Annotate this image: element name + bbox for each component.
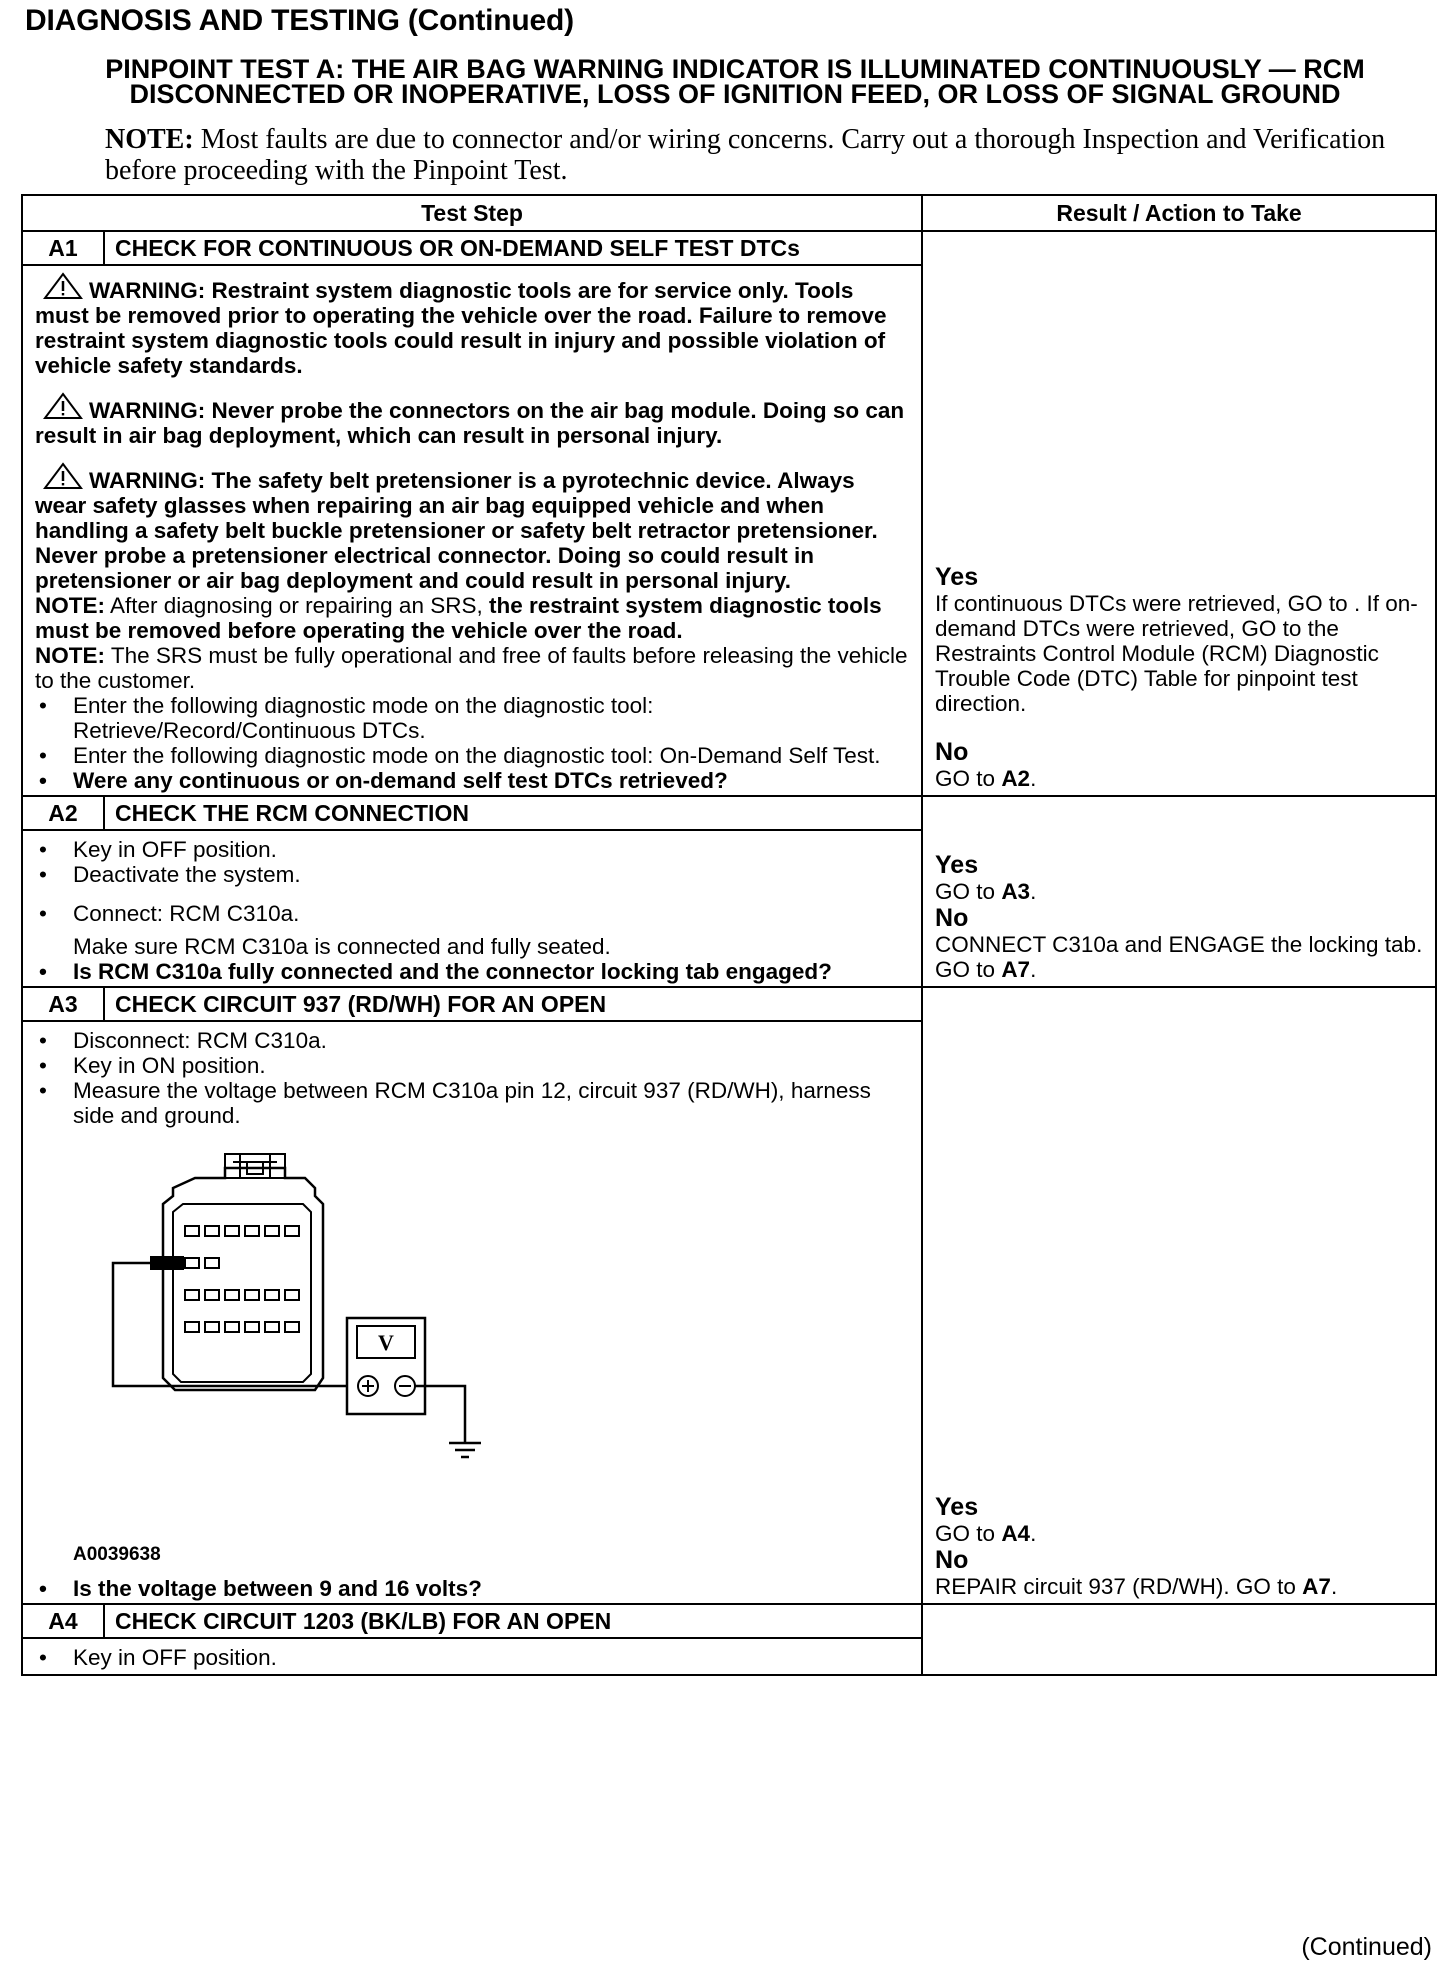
list-item: • Connect: RCM C310a. — [35, 901, 911, 926]
pinpoint-test-table — [21, 194, 1437, 1676]
list-item: • Enter the following diagnostic mode on the diagnostic tool: On-Demand Self Test. — [35, 743, 911, 768]
a1-note-1: NOTE: After diagnosing or repairing an SRS, the restraint system diagnostic tools must be removed before operating the vehicle over the road. — [35, 593, 882, 643]
connector-voltage-diagram — [35, 1148, 595, 1568]
a2-question-list — [35, 959, 911, 984]
connector-housing-inner — [173, 1204, 311, 1382]
top-note-label: NOTE: — [105, 124, 194, 155]
step-a4-title: CHECK CIRCUIT 1203 (BK/LB) FOR AN OPEN — [104, 1604, 922, 1638]
a2-instructions — [35, 837, 911, 926]
step-a2-id: A2 — [22, 796, 104, 830]
a2-yes-action: GO to A3. — [935, 879, 1037, 904]
connector-diagram-svg — [35, 1148, 595, 1568]
warning-triangle-icon — [43, 462, 83, 490]
voltmeter-symbol: V — [378, 1330, 394, 1355]
list-item: • Key in OFF position. — [35, 1645, 911, 1670]
top-note-text: Most faults are due to connector and/or wiring concerns. Carry out a thorough Inspection and Verification before proceeding with the Pinpoint Test. — [105, 124, 1386, 186]
col-header-test-step: Test Step — [22, 195, 922, 231]
col-header-result: Result / Action to Take — [922, 195, 1436, 231]
step-a2-title: CHECK THE RCM CONNECTION — [104, 796, 922, 830]
step-a2-body — [22, 830, 922, 987]
a1-yes-label: Yes — [935, 563, 979, 591]
step-a1-header-row — [22, 231, 1436, 265]
list-item: • Measure the voltage between RCM C310a pin 12, circuit 937 (RD/WH), harness side and ground. — [35, 1078, 911, 1128]
table-header-row — [22, 195, 1436, 231]
step-a3-title: CHECK CIRCUIT 937 (RD/WH) FOR AN OPEN — [104, 987, 922, 1021]
a1-instructions — [35, 693, 911, 793]
a1-yes-action: If continuous DTCs were retrieved, GO to . If on-demand DTCs were retrieved, GO to the Restraints Control Module (RCM) Diagnostic Trouble Code (DTC) Table for pinpoint test direction. — [935, 591, 1418, 716]
a3-no-action: REPAIR circuit 937 (RD/WH). GO to A7. — [935, 1574, 1338, 1599]
step-a4-header-row — [22, 1604, 1436, 1638]
top-note — [105, 124, 1405, 186]
a1-no-label: No — [935, 738, 969, 766]
step-a4-result — [922, 1604, 1436, 1675]
step-a1-title: CHECK FOR CONTINUOUS OR ON-DEMAND SELF TEST DTCs — [104, 231, 922, 265]
warning-1: WARNING: Restraint system diagnostic tools are for service only. Tools must be removed prior to operating the vehicle over the road. Failure to remove restraint system diagnostic tools could result in injury and possible violation of vehicle safety standards. — [35, 272, 911, 378]
a1-note-2: NOTE: The SRS must be fully operational and free of faults before releasing the vehicle to the customer. — [35, 643, 908, 693]
step-a3-header-row — [22, 987, 1436, 1021]
a3-instructions — [35, 1028, 911, 1128]
step-a3-id: A3 — [22, 987, 104, 1021]
a3-question-list — [35, 1576, 911, 1601]
a2-no-label: No — [935, 904, 969, 932]
list-item: • Key in OFF position. — [35, 837, 911, 862]
a2-check-text: Make sure RCM C310a is connected and fully seated. — [73, 934, 611, 959]
probe-tip — [150, 1256, 184, 1270]
step-a1-result — [922, 231, 1436, 796]
page-header: DIAGNOSIS AND TESTING (Continued) — [25, 4, 574, 37]
continued-label: (Continued) — [1301, 1933, 1432, 1961]
step-a4-body — [22, 1638, 922, 1675]
warning-2: WARNING: Never probe the connectors on the air bag module. Doing so can result in air bag deployment, which can result in personal injury. — [35, 392, 911, 448]
step-a3-result — [922, 987, 1436, 1604]
a4-instructions — [35, 1645, 911, 1670]
a1-no-action: GO to A2. — [935, 766, 1037, 791]
a2-no-action: CONNECT C310a and ENGAGE the locking tab. GO to A7. — [935, 932, 1423, 982]
a2-question: • Is RCM C310a fully connected and the connector locking tab engaged? — [35, 959, 911, 984]
pinpoint-title-line-1: PINPOINT TEST A: THE AIR BAG WARNING INDICATOR IS ILLUMINATED CONTINUOUSLY — RCM — [105, 54, 1365, 84]
ground-symbol-icon — [449, 1443, 481, 1457]
list-item: • Enter the following diagnostic mode on the diagnostic tool: Retrieve/Record/Continuous DTCs. — [35, 693, 911, 743]
warning-3: WARNING: The safety belt pretensioner is a pyrotechnic device. Always wear safety glasses when repairing an air bag equipped vehicle and when handling a safety belt buckle pretensioner or safety belt retractor pretensioner. Never probe a pretensioner electrical connector. Doing so could result in pretensioner or air bag deployment and could result in personal injury. — [35, 462, 911, 593]
list-item: • Disconnect: RCM C310a. — [35, 1028, 911, 1053]
pinpoint-title-line-2: DISCONNECTED OR INOPERATIVE, LOSS OF IGNITION FEED, OR LOSS OF SIGNAL GROUND — [129, 79, 1341, 109]
step-a4-id: A4 — [22, 1604, 104, 1638]
step-a1-body — [22, 265, 922, 796]
a3-yes-action: GO to A4. — [935, 1521, 1037, 1546]
a1-question: • Were any continuous or on-demand self test DTCs retrieved? — [35, 768, 911, 793]
step-a3-body — [22, 1021, 922, 1604]
connector-housing-outline — [163, 1168, 323, 1390]
a3-question: • Is the voltage between 9 and 16 volts? — [35, 1576, 911, 1601]
warning-triangle-icon — [43, 392, 83, 420]
list-item: • Key in ON position. — [35, 1053, 911, 1078]
a2-yes-label: Yes — [935, 851, 979, 879]
list-item: • Deactivate the system. — [35, 862, 911, 887]
a3-no-label: No — [935, 1546, 969, 1574]
step-a1-id: A1 — [22, 231, 104, 265]
figure-id: A0039638 — [73, 1544, 161, 1565]
a3-yes-label: Yes — [935, 1493, 979, 1521]
step-a2-header-row — [22, 796, 1436, 830]
warning-triangle-icon — [43, 272, 83, 300]
step-a2-result — [922, 796, 1436, 987]
